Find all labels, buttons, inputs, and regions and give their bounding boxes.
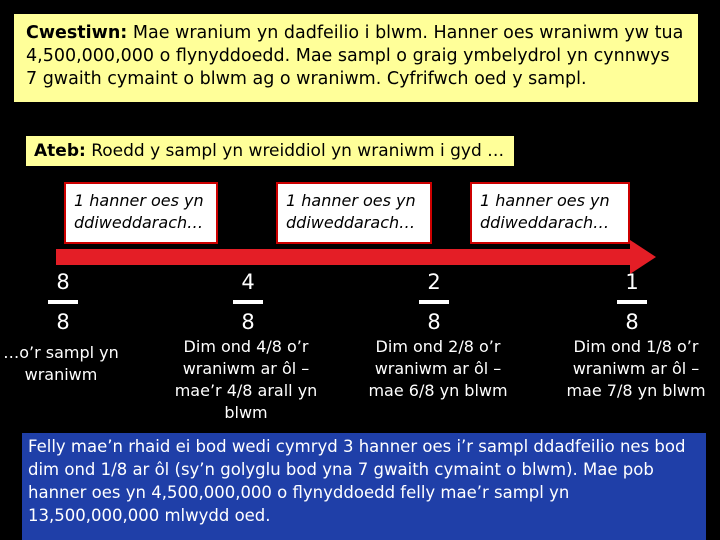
fraction-3-line [419,300,449,304]
description-3: Dim ond 2/8 o’r wraniwm ar ôl – mae 6/8 yn blwm [368,337,508,400]
fraction-3 [414,268,454,336]
half-life-label-1: 1 hanner oes yn ddiweddarach… [64,182,218,244]
fraction-2-denominator: 8 [241,310,255,334]
fraction-4 [612,268,652,336]
question-lead: Cwestiwn: [26,23,128,43]
timeline-arrow-bar [56,249,634,265]
fraction-1-denominator: 8 [56,310,70,334]
fraction-2-line [233,300,263,304]
fraction-2 [228,268,268,336]
fraction-4-numerator: 1 [625,270,639,294]
question-box [14,14,698,102]
fraction-4-line [617,300,647,304]
fraction-4-denominator: 8 [625,310,639,334]
answer-lead: Ateb: [34,141,86,161]
fraction-1-numerator: 8 [56,270,70,294]
half-life-label-2: 1 hanner oes yn ddiweddarach… [276,182,432,244]
fraction-1-line [48,300,78,304]
fraction-3-denominator: 8 [427,310,441,334]
question-text: Mae wranium yn dadfeilio i blwm. Hanner oes wraniwm yw tua 4,500,000,000 o flynyddoedd. Mae sampl o graig ymbelydrol yn cynnwys 7 gwaith cymaint o blwm ag o wraniwm. Cyfrifwch oed y sampl. [26,23,684,89]
description-2: Dim ond 4/8 o’r wraniwm ar ôl – mae’r 4/8 arall yn blwm [174,337,318,422]
fraction-1 [43,268,83,336]
answer-text: Roedd y sampl yn wreiddiol yn wraniwm i gyd … [91,141,505,161]
half-life-label-3: 1 hanner oes yn ddiweddarach… [470,182,630,244]
conclusion-box: Felly mae’n rhaid ei bod wedi cymryd 3 hanner oes i’r sampl ddadfeilio nes bod dim ond 1/8 ar ôl (sy’n golyglu bod yna 7 gwaith cymaint o blwm). Mae pob hanner oes yn 4,500,000,000 o flynyddoedd felly mae’r sampl yn 13,500,000,000 mlwydd oed. [22,433,706,540]
description-4: Dim ond 1/8 o’r wraniwm ar ôl – mae 7/8 yn blwm [566,337,706,400]
fraction-2-numerator: 4 [241,270,255,294]
answer-box [26,136,514,166]
fraction-3-numerator: 2 [427,270,441,294]
description-1: …o’r sampl yn wraniwm [3,343,119,384]
